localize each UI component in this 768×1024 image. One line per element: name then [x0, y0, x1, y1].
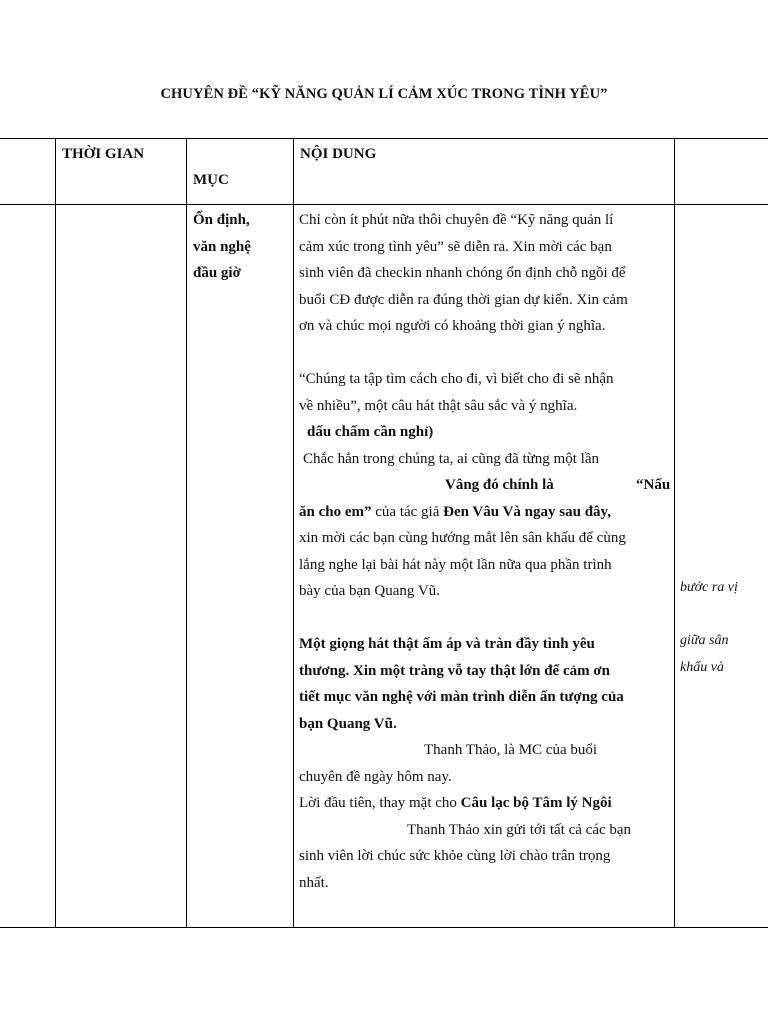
table-header-divider — [0, 204, 768, 205]
notes-cell — [680, 575, 738, 681]
content-line: “Chúng ta tập tìm cách cho đi, vì biết cho đi sẽ nhận — [299, 371, 614, 387]
content-line: Chắc hẳn trong chúng ta, ai cũng đã từng một lần — [303, 450, 599, 467]
content-line: ơn và chúc mọi người có khoảng thời gian ý nghĩa. — [299, 318, 606, 334]
note-gap — [680, 602, 738, 629]
column-divider-4 — [674, 138, 675, 928]
content-line — [299, 472, 671, 499]
content-fragment: của tác giả — [371, 503, 444, 520]
content-line: sinh viên đã checkin nhanh chóng ổn định chỗ ngồi để — [299, 265, 626, 281]
content-fragment: Vâng đó chính là — [445, 477, 554, 493]
note-line: bước ra vị — [680, 580, 738, 595]
content-line: Một giọng hát thật ấm áp và tràn đầy tình yêu — [299, 636, 595, 652]
content-line: dấu chấm cần nghỉ) — [307, 424, 434, 440]
content-fragment: Lời đầu tiên, thay mặt cho — [299, 795, 461, 811]
table-bottom-border — [0, 927, 768, 928]
content-line: thương. Xin một tràng vỗ tay thật lớn để cảm ơn — [299, 662, 611, 679]
column-divider-2 — [186, 138, 187, 928]
header-time: THỜI GIAN — [62, 146, 145, 162]
content-line: tiết mục văn nghệ với màn trình diễn ấn tượng của — [299, 689, 624, 705]
content-line: Thanh Thảo xin gửi tới tất cả các bạn — [407, 821, 632, 838]
content-line: sinh viên lời chúc sức khỏe cùng lời chào trân trọng — [299, 848, 611, 864]
content-line: về nhiều”, một câu hát thật sâu sắc và ý nghĩa. — [299, 397, 578, 414]
content-line: nhất. — [299, 874, 329, 891]
content-line: buổi CĐ được diễn ra đúng thời gian dự kiến. Xin cảm — [299, 291, 628, 308]
table-top-border — [0, 138, 768, 139]
paragraph-gap — [299, 340, 671, 367]
content-line: xin mời các bạn cùng hướng mắt lên sân khấu để cùng — [299, 530, 626, 546]
content-line: lắng nghe lại bài hát này một lần nữa qua phần trình — [299, 556, 612, 573]
item-line: Ổn định, — [193, 212, 250, 228]
item-cell — [193, 207, 251, 287]
club-name-fragment: Câu lạc bộ Tâm lý Ngôi — [460, 795, 612, 811]
note-line: khấu và — [680, 659, 724, 675]
content-line: bày của bạn Quang Vũ. — [299, 583, 440, 599]
content-cell — [299, 207, 671, 896]
content-fragment: Đen Vâu Và ngay sau đây, — [443, 503, 611, 520]
content-line: bạn Quang Vũ. — [299, 715, 397, 732]
item-line: đầu giờ — [193, 265, 241, 281]
content-line — [299, 499, 671, 526]
content-fragment: “Nấu — [636, 477, 671, 493]
note-line: giữa sân — [680, 633, 729, 648]
header-content: NỘI DUNG — [300, 146, 377, 162]
content-line: Chỉ còn ít phút nữa thôi chuyên đề “Kỹ năng quản lí — [299, 212, 614, 228]
content-line: Thanh Thảo, là MC của buổi — [424, 742, 598, 758]
paragraph-gap — [299, 605, 671, 632]
song-title-fragment: ăn cho em” — [299, 503, 372, 520]
content-line: cảm xúc trong tình yêu” sẽ diễn ra. Xin mời các bạn — [299, 238, 612, 255]
content-line: chuyên đề ngày hôm nay. — [299, 768, 452, 785]
document-title: CHUYÊN ĐỀ “KỸ NĂNG QUẢN LÍ CẢM XÚC TRONG TÌNH YÊU” — [160, 86, 608, 102]
column-divider-1 — [55, 138, 56, 928]
content-line — [299, 790, 671, 817]
column-divider-3 — [293, 138, 294, 928]
item-line: văn nghệ — [193, 238, 251, 255]
header-item: MỤC — [193, 172, 229, 188]
